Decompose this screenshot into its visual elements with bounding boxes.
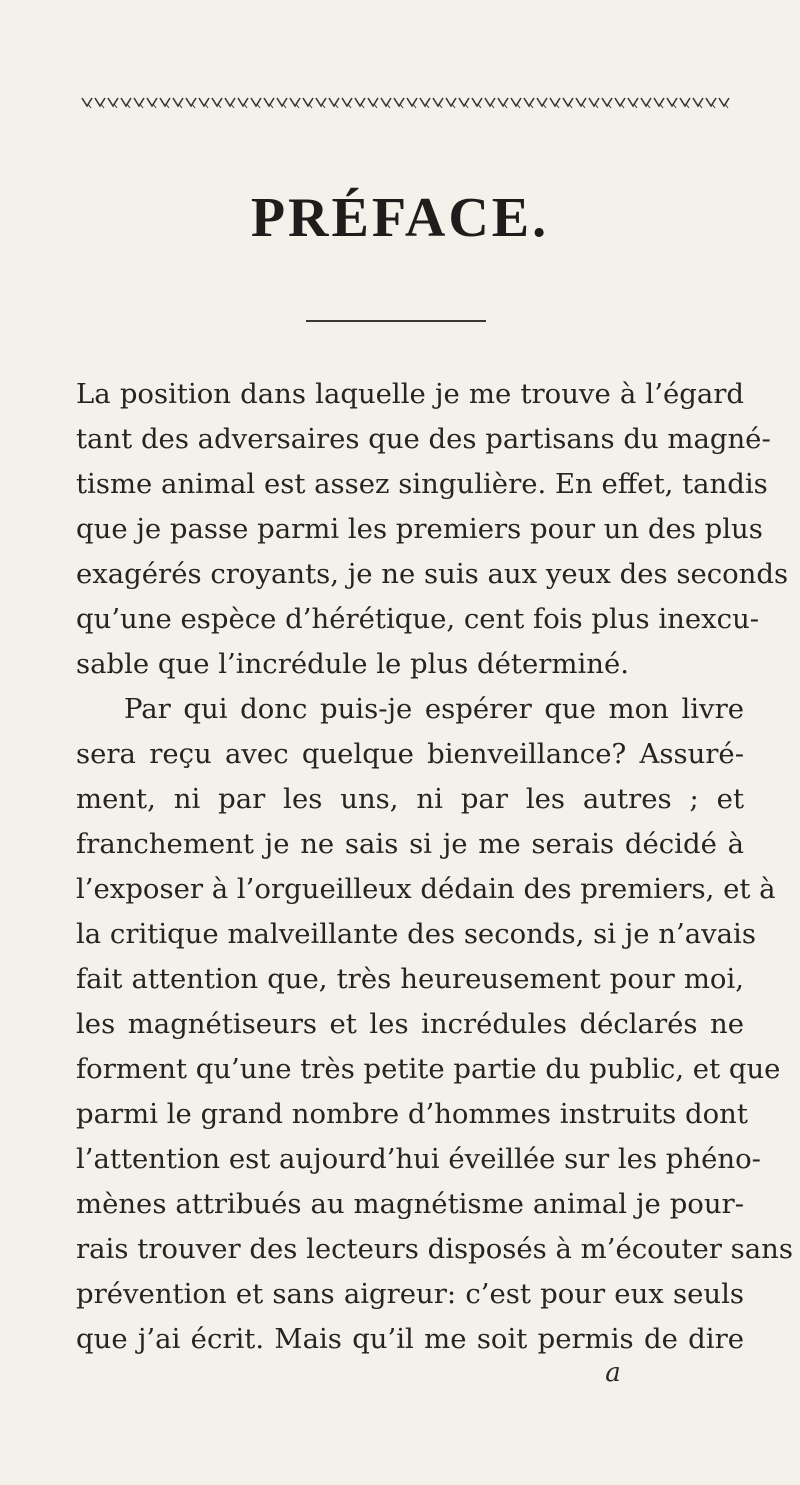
text-line: sera reçu avec quelque bienveillance? Assuré-	[76, 738, 744, 770]
text-line: tisme animal est assez singulière. En effet, tandis	[76, 468, 768, 500]
text-line: que je passe parmi les premiers pour un des plus	[76, 513, 763, 545]
text-line: prévention et sans aigreur: c’est pour eux seuls	[76, 1278, 744, 1310]
text-line: forment qu’une très petite partie du public, et que	[76, 1053, 781, 1085]
title-divider-rule	[306, 320, 486, 322]
text-line: exagérés croyants, je ne suis aux yeux des seconds	[76, 558, 789, 590]
text-line: parmi le grand nombre d’hommes instruits dont	[76, 1098, 748, 1130]
text-line: franchement je ne sais si je me serais décidé à	[76, 828, 744, 860]
text-line: tant des adversaires que des partisans du magné-	[76, 423, 771, 455]
text-line: mènes attribués au magnétisme animal je pour-	[76, 1188, 744, 1220]
body-text	[76, 372, 793, 1362]
text-line: La position dans laquelle je me trouve à l’égard	[76, 378, 744, 410]
signature-mark: a	[605, 1358, 621, 1388]
text-line: ment, ni par les uns, ni par les autres ; et	[76, 783, 744, 815]
page-title: PRÉFACE.	[250, 187, 550, 249]
text-line: fait attention que, très heureusement pour moi,	[76, 963, 744, 995]
text-line: rais trouver des lecteurs disposés à m’écouter sans	[76, 1233, 793, 1265]
text-line: la critique malveillante des seconds, si je n’avais	[76, 918, 756, 950]
text-line: les magnétiseurs et les incrédules déclarés ne	[76, 1008, 744, 1040]
text-line: l’attention est aujourd’hui éveillée sur les phéno-	[76, 1143, 761, 1175]
text-line: Par qui donc puis-je espérer que mon livre	[124, 693, 744, 725]
text-line: l’exposer à l’orgueilleux dédain des premiers, et à	[76, 873, 776, 905]
text-line: que j’ai écrit. Mais qu’il me soit permis de dire	[76, 1323, 744, 1355]
decorative-border-ornament	[80, 92, 730, 112]
text-line: sable que l’incrédule le plus déterminé.	[76, 648, 629, 680]
text-line: qu’une espèce d’hérétique, cent fois plus inexcu-	[76, 603, 760, 635]
